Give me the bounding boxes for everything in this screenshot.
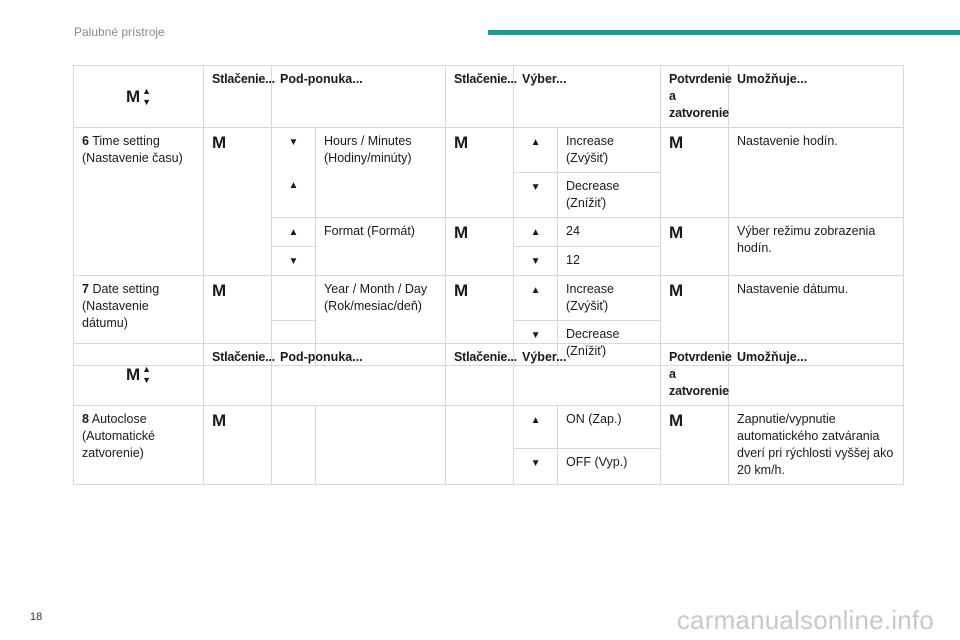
col-confirm: Potvrdenie a zatvorenie xyxy=(661,344,729,406)
arrow-down-cell xyxy=(514,449,558,485)
table-header-row xyxy=(74,66,904,128)
option-cell: ON (Zap.) xyxy=(558,406,661,449)
submenu-cell: Hours / Minutes (Hodiny/minúty) xyxy=(316,128,446,218)
arrow-down-cell xyxy=(514,173,558,218)
m-key-icon: M xyxy=(212,281,227,300)
arrow-up-icon: ▲ xyxy=(530,137,541,148)
arrow-up-icon: ▲ xyxy=(530,285,541,296)
option-cell: Increase (Zvýšiť) xyxy=(558,128,661,173)
arrow-down-icon: ▼ xyxy=(530,330,541,341)
header-icon-cell xyxy=(74,344,204,406)
settings-table-time-date xyxy=(73,65,904,366)
description-cell: Nastavenie dátumu. xyxy=(729,276,904,366)
option-cell: Increase (Zvýšiť) xyxy=(558,276,661,321)
press-m-cell xyxy=(446,128,514,218)
submenu-cell: Format (Formát) xyxy=(316,218,446,276)
arrow-up-cell xyxy=(514,276,558,321)
press-m-cell xyxy=(204,128,272,276)
col-submenu: Pod-ponuka... xyxy=(272,344,446,406)
watermark: carmanualsonline.info xyxy=(676,605,934,635)
arrow-up-cell xyxy=(272,218,316,247)
option-cell: Decrease (Znížiť) xyxy=(558,173,661,218)
confirm-m-cell xyxy=(661,128,729,218)
description-cell: Zapnutie/vypnutie automatického zatvárania dverí pri rýchlosti vyššej ako 20 km/h. xyxy=(729,406,904,485)
arrow-down-cell xyxy=(272,247,316,276)
col-select: Výber... xyxy=(514,344,661,406)
arrow-up-icon: ▲ xyxy=(288,180,299,191)
menu-up-down-icon: M ▲ ▼ xyxy=(125,363,152,385)
arrow-up-icon: ▲ xyxy=(530,415,541,426)
m-key-icon: M xyxy=(669,411,684,430)
arrow-down-icon: ▼ xyxy=(530,182,541,193)
col-press-1: Stlačenie... xyxy=(204,344,272,406)
arrow-down-icon: ▼ xyxy=(530,256,541,267)
m-key-icon: M xyxy=(212,411,227,430)
option-cell: 12 xyxy=(558,247,661,276)
table-header-row xyxy=(74,344,904,406)
page-header-title: Palubné prístroje xyxy=(74,25,165,39)
table-row xyxy=(74,128,904,173)
arrow-up-icon: ▲ xyxy=(530,227,541,238)
description-cell: Nastavenie hodín. xyxy=(729,128,904,218)
arrow-up-cell xyxy=(514,218,558,247)
col-submenu: Pod-ponuka... xyxy=(272,66,446,128)
settings-table-autoclose xyxy=(73,343,904,485)
m-key-icon: M xyxy=(669,133,684,152)
col-allows: Umožňuje... xyxy=(729,344,904,406)
m-key-icon: M xyxy=(454,281,469,300)
option-cell: 24 xyxy=(558,218,661,247)
empty-cell xyxy=(272,406,316,485)
col-select: Výber... xyxy=(514,66,661,128)
m-key-icon: M xyxy=(212,133,227,152)
table-row xyxy=(74,406,904,449)
arrow-up-icon: ▲ xyxy=(288,227,299,238)
setting-name-cell: 7 Date setting (Nastavenie dátumu) xyxy=(74,276,204,366)
arrow-up-cell xyxy=(514,128,558,173)
setting-name-cell: 8 Autoclose (Automatické zatvorenie) xyxy=(74,406,204,485)
col-confirm: Potvrdenie a zatvorenie xyxy=(661,66,729,128)
m-key-icon: M xyxy=(454,223,469,242)
empty-cell xyxy=(272,276,316,321)
press-m-cell xyxy=(446,218,514,276)
submenu-cell: Year / Month / Day (Rok/mesiac/deň) xyxy=(316,276,446,366)
confirm-m-cell xyxy=(661,218,729,276)
col-press-2: Stlačenie... xyxy=(446,66,514,128)
arrow-down-icon: ▼ xyxy=(530,458,541,469)
press-m-cell xyxy=(204,406,272,485)
col-allows: Umožňuje... xyxy=(729,66,904,128)
m-key-icon: M xyxy=(454,133,469,152)
col-press-1: Stlačenie... xyxy=(204,66,272,128)
menu-up-down-icon: M ▲ ▼ xyxy=(125,85,152,107)
arrow-down-cell xyxy=(272,128,316,218)
header-icon-cell xyxy=(74,66,204,128)
description-cell: Výber režimu zobrazenia hodín. xyxy=(729,218,904,276)
arrow-down-cell xyxy=(514,247,558,276)
header-accent-bar xyxy=(488,30,960,35)
col-press-2: Stlačenie... xyxy=(446,344,514,406)
setting-name-cell: 6 Time setting (Nastavenie času) xyxy=(74,128,204,276)
confirm-m-cell xyxy=(661,406,729,485)
option-cell: OFF (Vyp.) xyxy=(558,449,661,485)
empty-cell xyxy=(446,406,514,485)
arrow-down-icon: ▼ xyxy=(288,256,299,267)
m-key-icon: M xyxy=(669,223,684,242)
m-key-icon: M xyxy=(669,281,684,300)
table-row xyxy=(74,276,904,321)
arrow-up-cell xyxy=(514,406,558,449)
option-cell: Decrease (Znížiť) xyxy=(558,321,661,366)
arrow-down-icon: ▼ xyxy=(288,137,299,148)
page-number: 18 xyxy=(30,611,43,623)
empty-cell xyxy=(316,406,446,485)
